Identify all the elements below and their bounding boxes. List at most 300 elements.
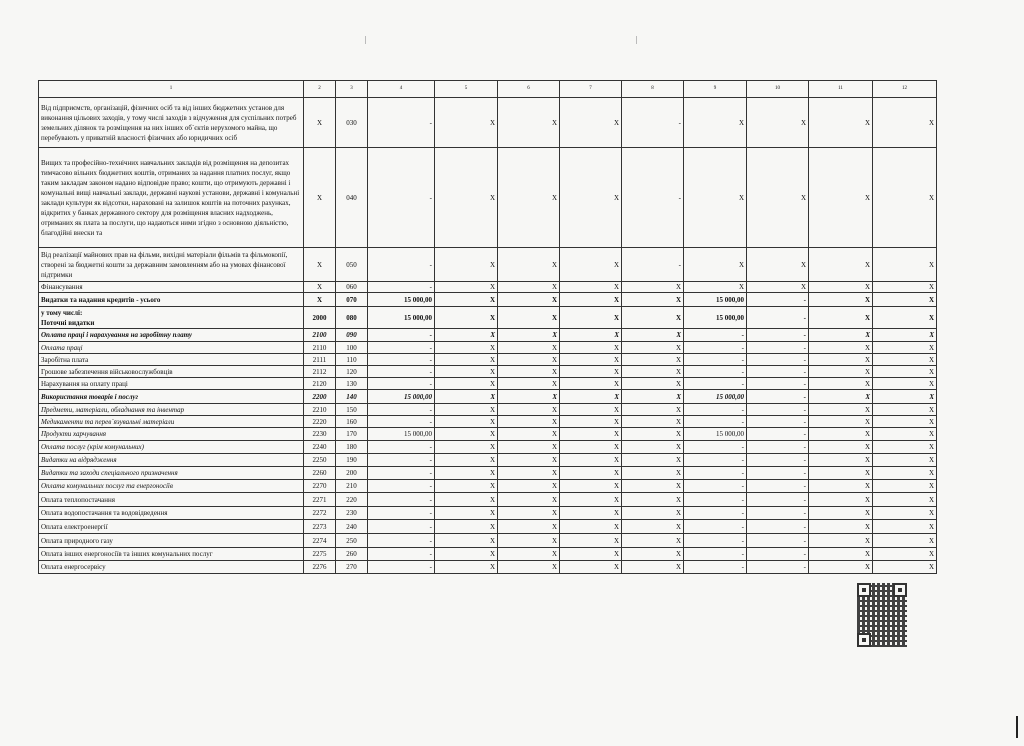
cell-c6: X <box>498 366 560 378</box>
table-row <box>39 428 937 441</box>
cell-c7: X <box>560 378 622 390</box>
cell-kekv: 2240 <box>304 441 336 454</box>
cell-c7: X <box>560 428 622 441</box>
cell-kekv: 2110 <box>304 342 336 354</box>
cell-c11: X <box>809 467 873 480</box>
cell-c7: X <box>560 480 622 493</box>
column-number: 6 <box>498 81 560 98</box>
cell-c4: - <box>368 378 435 390</box>
cell-c9: - <box>684 329 747 342</box>
cell-c12: X <box>873 342 937 354</box>
table-row <box>39 493 937 507</box>
cell-c10: - <box>747 342 809 354</box>
cell-c11: X <box>809 454 873 467</box>
cell-c12: X <box>873 148 937 248</box>
cell-code: 080 <box>336 307 368 329</box>
cell-c10: - <box>747 404 809 416</box>
cell-code: 100 <box>336 342 368 354</box>
cell-c4: - <box>368 454 435 467</box>
cell-c9: - <box>684 480 747 493</box>
cell-c9: - <box>684 354 747 366</box>
cell-c6: X <box>498 428 560 441</box>
cell-c8: X <box>622 378 684 390</box>
cell-c5: X <box>435 366 498 378</box>
row-name: Грошове забезпечення військовослужбовців <box>39 366 304 378</box>
cell-c4: - <box>368 282 435 293</box>
cell-c9: X <box>684 248 747 282</box>
cell-c10: - <box>747 307 809 329</box>
cell-kekv: 2112 <box>304 366 336 378</box>
cell-c10: X <box>747 98 809 148</box>
cell-c8: X <box>622 561 684 574</box>
cell-c10: - <box>747 520 809 534</box>
cell-code: 130 <box>336 378 368 390</box>
cell-kekv: X <box>304 248 336 282</box>
cell-c6: X <box>498 467 560 480</box>
cell-c11: X <box>809 366 873 378</box>
cell-c11: X <box>809 404 873 416</box>
table-row <box>39 507 937 520</box>
row-name: Від підприємств, організацій, фізичних осіб та від інших бюджетних установ для виконання цільових заходів, у тому числі заходів з відчуження для суспільних потреб земельних ділянок та розміщення на них інших об`єктів нерухомого майна, що перебувають у приватній власності фізичних або юридичних осіб <box>39 98 304 148</box>
cell-c10: X <box>747 148 809 248</box>
cell-c11: X <box>809 493 873 507</box>
cell-c8: X <box>622 480 684 493</box>
cell-c9: X <box>684 98 747 148</box>
cell-c8: X <box>622 467 684 480</box>
cell-c7: X <box>560 441 622 454</box>
cell-c10: - <box>747 416 809 428</box>
cell-c9: 15 000,00 <box>684 307 747 329</box>
cell-code: 090 <box>336 329 368 342</box>
cell-c11: X <box>809 248 873 282</box>
cell-kekv: 2230 <box>304 428 336 441</box>
cell-c6: X <box>498 534 560 548</box>
cell-c6: X <box>498 307 560 329</box>
row-name: Видатки та надання кредитів - усього <box>39 293 304 307</box>
cell-c11: X <box>809 98 873 148</box>
cell-c7: X <box>560 416 622 428</box>
cell-c8: X <box>622 428 684 441</box>
cell-c5: X <box>435 282 498 293</box>
cell-kekv: X <box>304 148 336 248</box>
table-row <box>39 148 937 248</box>
cell-kekv: X <box>304 282 336 293</box>
cell-c4: - <box>368 534 435 548</box>
cell-c7: X <box>560 561 622 574</box>
cell-c9: 15 000,00 <box>684 390 747 404</box>
table-row <box>39 307 937 329</box>
row-name: Оплата теплопостачання <box>39 493 304 507</box>
cell-c9: - <box>684 378 747 390</box>
table-row <box>39 282 937 293</box>
scan-mark <box>636 36 637 44</box>
cell-kekv: 2200 <box>304 390 336 404</box>
cell-kekv: 2275 <box>304 548 336 561</box>
cell-c8: - <box>622 248 684 282</box>
cell-kekv: 2000 <box>304 307 336 329</box>
row-name: Предмети, матеріали, обладнання та інвентар <box>39 404 304 416</box>
cell-c11: X <box>809 507 873 520</box>
row-name: Використання товарів і послуг <box>39 390 304 404</box>
cell-c4: - <box>368 98 435 148</box>
cell-c6: X <box>498 454 560 467</box>
cell-c4: 15 000,00 <box>368 390 435 404</box>
cell-c11: X <box>809 354 873 366</box>
cell-c4: - <box>368 561 435 574</box>
cell-c12: X <box>873 441 937 454</box>
cell-c9: - <box>684 507 747 520</box>
cell-c11: X <box>809 561 873 574</box>
cell-c12: X <box>873 282 937 293</box>
cell-kekv: 2210 <box>304 404 336 416</box>
cell-c11: X <box>809 307 873 329</box>
scan-mark <box>365 36 366 44</box>
cell-c7: X <box>560 282 622 293</box>
cell-c10: - <box>747 480 809 493</box>
cell-c6: X <box>498 548 560 561</box>
row-name: Медикаменти та перев`язувальні матеріали <box>39 416 304 428</box>
row-name: Оплата комунальних послуг та енергоносіїв <box>39 480 304 493</box>
cell-c5: X <box>435 248 498 282</box>
cell-kekv: X <box>304 293 336 307</box>
cell-c6: X <box>498 293 560 307</box>
cell-c7: X <box>560 548 622 561</box>
cell-c11: X <box>809 441 873 454</box>
cell-c10: - <box>747 428 809 441</box>
table-row <box>39 329 937 342</box>
cell-c7: X <box>560 493 622 507</box>
column-number: 9 <box>684 81 747 98</box>
cell-c8: X <box>622 548 684 561</box>
cell-c7: X <box>560 293 622 307</box>
cell-c9: - <box>684 520 747 534</box>
cell-c11: X <box>809 293 873 307</box>
cell-code: 230 <box>336 507 368 520</box>
cell-c4: 15 000,00 <box>368 293 435 307</box>
cell-c9: - <box>684 404 747 416</box>
table-row <box>39 467 937 480</box>
row-name: Видатки на відрядження <box>39 454 304 467</box>
cell-c10: - <box>747 354 809 366</box>
table-row <box>39 366 937 378</box>
cell-c12: X <box>873 507 937 520</box>
cell-code: 060 <box>336 282 368 293</box>
cell-c8: X <box>622 507 684 520</box>
cell-c8: X <box>622 282 684 293</box>
cell-c8: X <box>622 342 684 354</box>
column-number-row <box>39 81 937 98</box>
cell-c9: - <box>684 548 747 561</box>
row-name: Оплата енергосервісу <box>39 561 304 574</box>
cell-c4: - <box>368 148 435 248</box>
row-name: Видатки та заходи спеціального призначення <box>39 467 304 480</box>
table-row <box>39 378 937 390</box>
cell-c9: - <box>684 454 747 467</box>
cell-c10: - <box>747 378 809 390</box>
cell-c8: X <box>622 307 684 329</box>
table-row <box>39 454 937 467</box>
cell-c12: X <box>873 454 937 467</box>
cell-c8: X <box>622 404 684 416</box>
cell-c9: - <box>684 561 747 574</box>
column-number: 12 <box>873 81 937 98</box>
cell-c10: X <box>747 282 809 293</box>
cell-c7: X <box>560 98 622 148</box>
column-number: 4 <box>368 81 435 98</box>
cell-c8: - <box>622 148 684 248</box>
table-row <box>39 548 937 561</box>
cell-c4: - <box>368 520 435 534</box>
cell-c12: X <box>873 416 937 428</box>
cell-c8: - <box>622 98 684 148</box>
table-row <box>39 561 937 574</box>
cell-c6: X <box>498 282 560 293</box>
cell-c4: - <box>368 416 435 428</box>
cell-c6: X <box>498 480 560 493</box>
cell-c7: X <box>560 520 622 534</box>
cell-code: 160 <box>336 416 368 428</box>
cell-c12: X <box>873 404 937 416</box>
cell-kekv: 2111 <box>304 354 336 366</box>
cell-c4: 15 000,00 <box>368 307 435 329</box>
cell-kekv: 2274 <box>304 534 336 548</box>
cell-c9: - <box>684 416 747 428</box>
cell-code: 220 <box>336 493 368 507</box>
cell-c8: X <box>622 416 684 428</box>
table-row <box>39 98 937 148</box>
table-row <box>39 480 937 493</box>
cell-kekv: 2220 <box>304 416 336 428</box>
scan-edge-mark <box>1016 716 1018 738</box>
column-number: 8 <box>622 81 684 98</box>
cell-c5: X <box>435 378 498 390</box>
cell-c5: X <box>435 148 498 248</box>
row-name: Оплата інших енергоносіїв та інших комунальних послуг <box>39 548 304 561</box>
cell-c9: X <box>684 148 747 248</box>
cell-c4: - <box>368 467 435 480</box>
cell-c5: X <box>435 441 498 454</box>
cell-kekv: 2271 <box>304 493 336 507</box>
row-name: Оплата послуг (крім комунальних) <box>39 441 304 454</box>
cell-c11: X <box>809 148 873 248</box>
cell-c8: X <box>622 493 684 507</box>
table-row <box>39 534 937 548</box>
cell-c8: X <box>622 293 684 307</box>
row-name: Фінансування <box>39 282 304 293</box>
cell-c11: X <box>809 416 873 428</box>
cell-code: 250 <box>336 534 368 548</box>
cell-c8: X <box>622 390 684 404</box>
cell-c5: X <box>435 548 498 561</box>
cell-code: 110 <box>336 354 368 366</box>
cell-c12: X <box>873 248 937 282</box>
cell-c5: X <box>435 480 498 493</box>
cell-code: 170 <box>336 428 368 441</box>
cell-c12: X <box>873 428 937 441</box>
cell-c7: X <box>560 354 622 366</box>
cell-c6: X <box>498 378 560 390</box>
cell-c11: X <box>809 520 873 534</box>
row-name: Продукти харчування <box>39 428 304 441</box>
cell-kekv: 2250 <box>304 454 336 467</box>
cell-c7: X <box>560 390 622 404</box>
cell-c12: X <box>873 561 937 574</box>
row-name-line: Поточні видатки <box>41 318 95 327</box>
row-name: Заробітна плата <box>39 354 304 366</box>
cell-code: 200 <box>336 467 368 480</box>
cell-c7: X <box>560 329 622 342</box>
cell-c10: X <box>747 248 809 282</box>
cell-c6: X <box>498 416 560 428</box>
cell-c5: X <box>435 534 498 548</box>
cell-c4: - <box>368 248 435 282</box>
cell-c7: X <box>560 342 622 354</box>
cell-c7: X <box>560 248 622 282</box>
cell-c12: X <box>873 467 937 480</box>
cell-c6: X <box>498 329 560 342</box>
cell-c10: - <box>747 454 809 467</box>
cell-c10: - <box>747 390 809 404</box>
row-name: Оплата природного газу <box>39 534 304 548</box>
cell-c9: - <box>684 366 747 378</box>
cell-c5: X <box>435 493 498 507</box>
cell-c9: 15 000,00 <box>684 293 747 307</box>
cell-c10: - <box>747 329 809 342</box>
cell-c6: X <box>498 98 560 148</box>
row-name: Від реалізації майнових прав на фільми, вихідні матеріали фільмів та фільмокопії, створені за бюджетні кошти за державним замовленням або на умовах фінансової підтримки <box>39 248 304 282</box>
column-number: 1 <box>39 81 304 98</box>
cell-c5: X <box>435 561 498 574</box>
cell-c5: X <box>435 428 498 441</box>
table-row <box>39 293 937 307</box>
cell-c9: - <box>684 441 747 454</box>
cell-code: 260 <box>336 548 368 561</box>
cell-c12: X <box>873 390 937 404</box>
cell-c4: - <box>368 342 435 354</box>
cell-c4: - <box>368 329 435 342</box>
cell-c11: X <box>809 548 873 561</box>
cell-c7: X <box>560 454 622 467</box>
cell-c11: X <box>809 390 873 404</box>
cell-c5: X <box>435 307 498 329</box>
cell-code: 050 <box>336 248 368 282</box>
cell-c6: X <box>498 148 560 248</box>
cell-code: 190 <box>336 454 368 467</box>
cell-c8: X <box>622 454 684 467</box>
budget-table <box>38 80 937 574</box>
cell-c6: X <box>498 441 560 454</box>
cell-c8: X <box>622 366 684 378</box>
table-row <box>39 354 937 366</box>
cell-c12: X <box>873 520 937 534</box>
cell-c10: - <box>747 467 809 480</box>
table-row <box>39 248 937 282</box>
cell-c7: X <box>560 507 622 520</box>
cell-c8: X <box>622 354 684 366</box>
cell-kekv: X <box>304 98 336 148</box>
cell-c5: X <box>435 293 498 307</box>
cell-c12: X <box>873 378 937 390</box>
cell-c6: X <box>498 404 560 416</box>
cell-kekv: 2272 <box>304 507 336 520</box>
cell-c7: X <box>560 148 622 248</box>
column-number: 2 <box>304 81 336 98</box>
cell-c8: X <box>622 520 684 534</box>
cell-code: 030 <box>336 98 368 148</box>
cell-c4: - <box>368 480 435 493</box>
cell-c12: X <box>873 329 937 342</box>
column-number: 5 <box>435 81 498 98</box>
cell-c4: - <box>368 493 435 507</box>
table-row <box>39 390 937 404</box>
table-row <box>39 416 937 428</box>
cell-c10: - <box>747 441 809 454</box>
cell-code: 040 <box>336 148 368 248</box>
table-row <box>39 342 937 354</box>
cell-c7: X <box>560 534 622 548</box>
cell-c4: - <box>368 404 435 416</box>
cell-c11: X <box>809 342 873 354</box>
cell-c10: - <box>747 561 809 574</box>
cell-c9: 15 000,00 <box>684 428 747 441</box>
cell-c11: X <box>809 480 873 493</box>
cell-kekv: 2120 <box>304 378 336 390</box>
cell-c11: X <box>809 428 873 441</box>
cell-kekv: 2260 <box>304 467 336 480</box>
cell-c6: X <box>498 342 560 354</box>
cell-c5: X <box>435 390 498 404</box>
cell-c6: X <box>498 390 560 404</box>
cell-c8: X <box>622 329 684 342</box>
cell-c9: - <box>684 467 747 480</box>
cell-c10: - <box>747 548 809 561</box>
cell-c5: X <box>435 520 498 534</box>
cell-c12: X <box>873 98 937 148</box>
cell-code: 120 <box>336 366 368 378</box>
row-name <box>39 307 304 329</box>
cell-c12: X <box>873 366 937 378</box>
cell-c5: X <box>435 98 498 148</box>
cell-c5: X <box>435 416 498 428</box>
column-number: 10 <box>747 81 809 98</box>
cell-c4: 15 000,00 <box>368 428 435 441</box>
row-name: Вищих та професійно-технічних навчальних закладів від розміщення на депозитах тимчасово вільних бюджетних коштів, отриманих за надання платних послуг, якщо таким закладам законом надано відповідне право; кошти, що отримують державні і комунальні вищі навчальні заклади, державні наукові установи, державні і комунальні заклади культури як відсотки, нараховані на залишок коштів на поточних рахунках, відкритих у банках державного сектору для розміщення власних надходжень, отриманих як плата за послуги, що надаються ними згідно з основною діяльністю, благодійні внески та <box>39 148 304 248</box>
cell-code: 140 <box>336 390 368 404</box>
cell-code: 150 <box>336 404 368 416</box>
cell-c11: X <box>809 282 873 293</box>
cell-c11: X <box>809 534 873 548</box>
cell-kekv: 2273 <box>304 520 336 534</box>
cell-kekv: 2100 <box>304 329 336 342</box>
cell-c9: - <box>684 493 747 507</box>
table-row <box>39 404 937 416</box>
cell-c11: X <box>809 378 873 390</box>
column-number: 3 <box>336 81 368 98</box>
cell-c12: X <box>873 307 937 329</box>
cell-c7: X <box>560 467 622 480</box>
cell-c5: X <box>435 354 498 366</box>
cell-c6: X <box>498 493 560 507</box>
cell-c11: X <box>809 329 873 342</box>
cell-code: 210 <box>336 480 368 493</box>
cell-c7: X <box>560 366 622 378</box>
qr-code <box>857 583 907 647</box>
cell-kekv: 2270 <box>304 480 336 493</box>
budget-table-container <box>38 80 936 574</box>
cell-c4: - <box>368 354 435 366</box>
cell-c10: - <box>747 534 809 548</box>
cell-c12: X <box>873 293 937 307</box>
